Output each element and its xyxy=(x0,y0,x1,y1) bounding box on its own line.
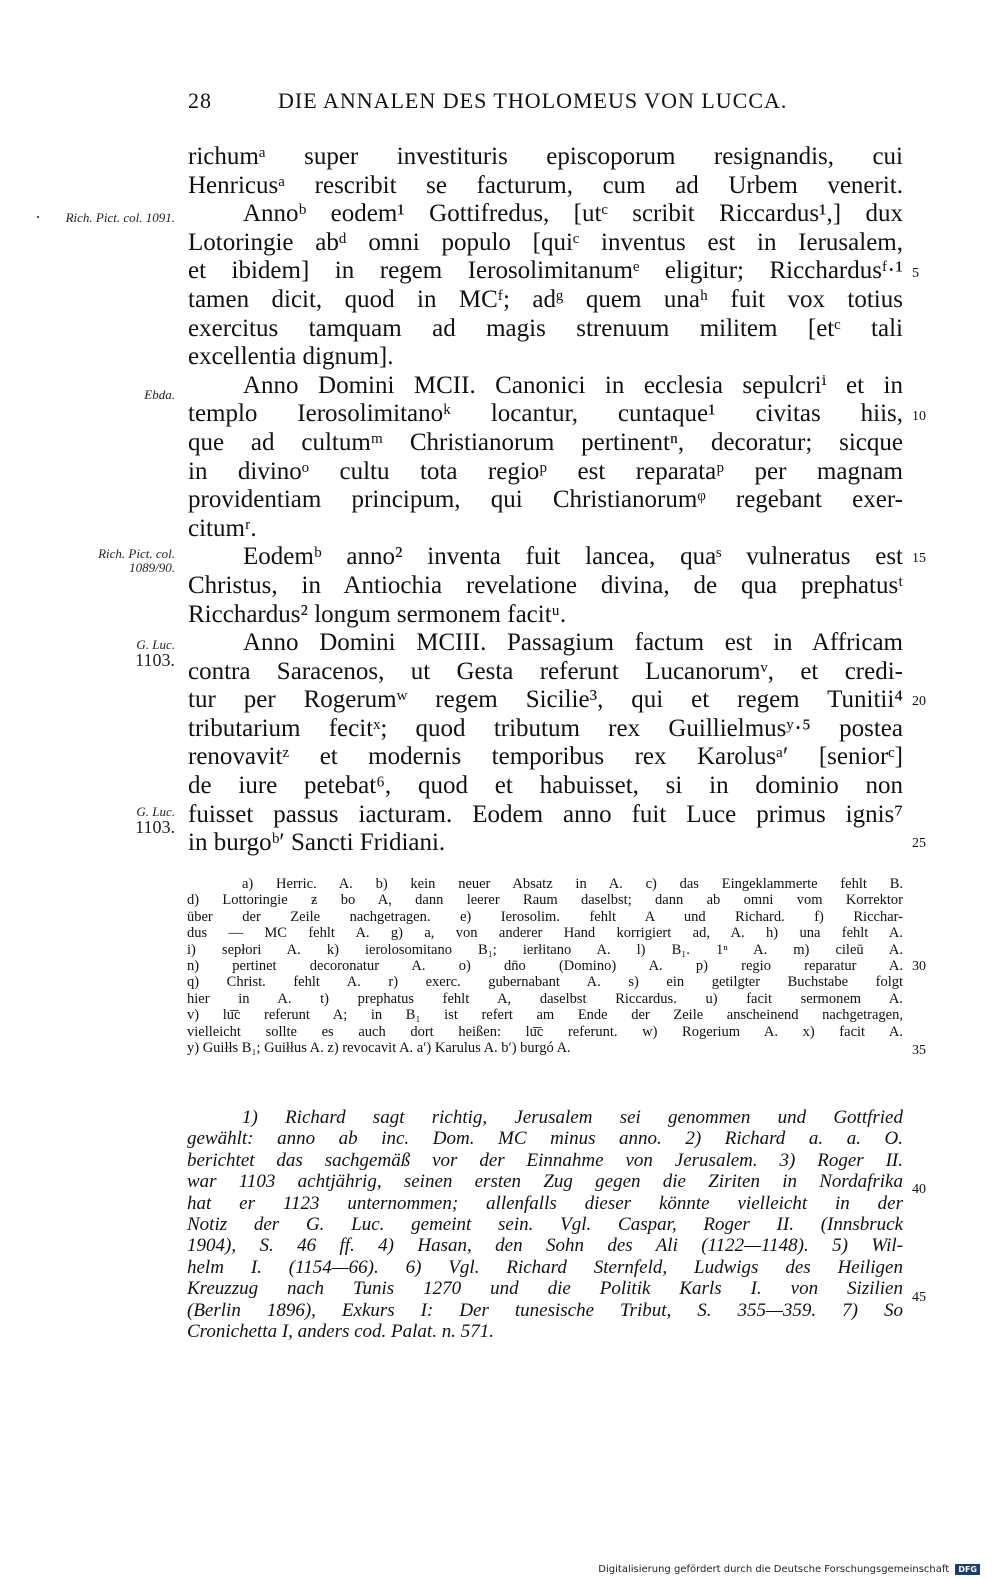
text-line: citumʳ. xyxy=(188,514,257,542)
dfg-logo: DFG xyxy=(955,1564,980,1575)
margin-source: G. Luc. xyxy=(136,804,175,819)
line-number: 30 xyxy=(912,959,926,974)
running-title: DIE ANNALEN DES THOLOMEUS VON LUCCA. xyxy=(278,88,788,113)
text-line: providentiam principum, qui Christianorumᵠ regebant exer- xyxy=(188,486,903,514)
footnote-line: über der Zeile nachgetragen. e) Ierosolim. fehlt A und Richard. f) Ricchar- xyxy=(187,908,903,925)
note-line: war 1103 achtjährig, seinen ersten Zug gegen die Ziriten in Nordafrika xyxy=(187,1171,903,1193)
line-number: 5 xyxy=(912,266,919,281)
note-line: hat er 1123 unternommen; allenfalls dieser könnte vielleicht in der xyxy=(187,1192,903,1214)
note-line: Kreuzzug nach Tunis 1270 und die Politik Karls I. von Sizilien xyxy=(187,1278,903,1300)
margin-year: 1103. xyxy=(135,817,175,837)
text-line: et ibidem] in regem Ierosolimitanumᵉ eligitur; Ricchardusᶠ·¹ xyxy=(188,257,903,285)
footer-text: Digitalisierung gefördert durch die Deutsche Forschungsgemeinschaft xyxy=(598,1564,950,1575)
note-line: 1) Richard sagt richtig, Jerusalem sei genommen und Gottfried xyxy=(242,1107,903,1128)
text-line: tur per Rogerumʷ regem Sicilie³, qui et regem Tunitii⁴ xyxy=(188,686,903,714)
footnote-line: v) lu͞c referunt A; in B₁ ist refert am Ende der Zeile anscheinend nachgetragen, xyxy=(187,1007,903,1024)
note-line: 1904), S. 46 ff. 4) Hasan, den Sohn des Ali (1122—1148). 5) Wil- xyxy=(187,1235,903,1257)
note-line: helm I. (1154—66). 6) Vgl. Richard Sternfeld, Ludwigs des Heiligen xyxy=(187,1256,903,1278)
note-line: Cronichetta I, anders cod. Palat. n. 571. xyxy=(187,1320,494,1342)
footnote-line: q) Christ. fehlt A. r) exerc. gubernabant A. s) ein getilgter Buchstabe folgt xyxy=(187,974,903,991)
text-line: tamen dicit, quod in MCᶠ; adᵍ quem unaʰ fuit vox totius xyxy=(188,285,903,313)
margin-note-g-luc-2 xyxy=(60,805,175,836)
historical-notes xyxy=(187,1107,903,1342)
note-line: berichtet das sachgemäß vor der Einnahme von Jerusalem. 3) Roger II. xyxy=(187,1149,903,1171)
footnote-line: a) Herric. A. b) kein neuer Absatz in A. c) das Eingeklammerte fehlt B. xyxy=(242,876,903,892)
text-line: in divinoᵒ cultu tota regioᵖ est reparataᵖ per magnam xyxy=(188,457,903,485)
text-line: Annoᵇ eodem¹ Gottifredus, [utᶜ scribit Riccardus¹,] dux xyxy=(243,200,903,228)
text-line: in burgoᵇ′ Sancti Fridiani. xyxy=(188,829,446,857)
page-number: 28 xyxy=(188,88,212,113)
text-line: que ad cultumᵐ Christianorum pertinentⁿ, decoratur; sicque xyxy=(188,428,903,456)
note-line: Notiz der G. Luc. gemeint sein. Vgl. Caspar, Roger II. (Innsbruck xyxy=(187,1213,903,1235)
margin-note-g-luc-1 xyxy=(60,638,175,669)
text-line: excellentia dignum]. xyxy=(188,343,394,371)
footnote-line: hier in A. t) prephatus fehlt A, daselbst Riccardus. u) facit sermonem A. xyxy=(187,990,903,1007)
note-line: gewählt: anno ab inc. Dom. MC minus anno. 2) Richard a. a. O. xyxy=(187,1128,903,1150)
text-line: Ricchardus² longum sermonem facitᵘ. xyxy=(188,600,567,628)
line-number: 15 xyxy=(912,551,926,566)
text-line: Lotoringie abᵈ omni populo [quiᶜ inventus est in Ierusalem, xyxy=(188,228,903,256)
text-line: contra Saracenos, ut Gesta referunt Lucanorumᵛ, et credi- xyxy=(188,657,903,685)
scan-speck xyxy=(37,216,39,218)
footnote-line: dus — MC fehlt A. g) a, von anderer Hand korrigiert ad, A. h) una fehlt A. xyxy=(187,925,903,942)
text-line: Eodemᵇ anno² inventa fuit lancea, quaˢ vulneratus est xyxy=(243,543,903,571)
text-line: Henricusᵃ rescribit se facturum, cum ad Urbem venerit. xyxy=(188,171,903,199)
digitization-footer xyxy=(598,1564,980,1575)
note-line: (Berlin 1896), Exkurs I: Der tunesische Tribut, S. 355—359. 7) So xyxy=(187,1299,903,1321)
line-number: 45 xyxy=(912,1290,926,1305)
line-number: 10 xyxy=(912,409,926,424)
text-line: richumᵃ super investituris episcoporum resignandis, cui xyxy=(188,143,903,170)
text-line: templo Ierosolimitanoᵏ locantur, cuntaque¹ civitas hiis, xyxy=(188,400,903,428)
margin-note-rich-pict-1089: Rich. Pict. col. 1089/90. xyxy=(98,546,175,575)
text-line: Anno Domini MCII. Canonici in ecclesia sepulcriⁱ et in xyxy=(243,371,903,399)
line-number: 35 xyxy=(912,1043,926,1058)
footnote-line: d) Lottoringie ƶ bo A, dann leerer Raum daselbst; dann ab omni vom Korrektor xyxy=(187,892,903,909)
text-line: tributarium fecitˣ; quod tributum rex Guillielmusʸ·⁵ postea xyxy=(188,714,903,742)
main-text xyxy=(188,143,903,858)
line-number: 25 xyxy=(912,836,926,851)
margin-note-rich-pict-1091: Rich. Pict. col. 1091. xyxy=(65,210,175,225)
text-line: fuisset passus iacturam. Eodem anno fuit Luce primus ignis⁷ xyxy=(188,800,903,828)
text-line: renovavitᶻ et modernis temporibus rex Karolusᵃ′ [seniorᶜ] xyxy=(188,743,903,771)
text-line: de iure petebat⁶, quod et habuisset, si in dominio non xyxy=(188,772,903,800)
margin-note-ebda: Ebda. xyxy=(144,387,175,402)
margin-year: 1103. xyxy=(135,650,175,670)
text-line: Anno Domini MCIII. Passagium factum est in Affricam xyxy=(243,629,903,657)
text-line: exercitus tamquam ad magis strenuum militem [etᶜ tali xyxy=(188,314,903,342)
text-line: Christus, in Antiochia revelatione divina, de qua prephatusᵗ xyxy=(188,571,903,599)
footnote-line: i) sepłori A. k) ierolosomitano B₁; ierłitano A. l) B₁. 1ⁿ A. m) cileū A. xyxy=(187,941,903,958)
footnote-line: y) Guiłłs B₁; Guiłłus A. z) revocavit A. a′) Karulus A. b′) burgó A. xyxy=(187,1039,571,1056)
line-number: 20 xyxy=(912,694,926,709)
line-number: 40 xyxy=(912,1182,926,1197)
apparatus-footnotes xyxy=(187,876,903,1056)
footnote-line: vielleicht sollte es auch dort heißen: lu͞c referunt. w) Rogerium A. x) facit A. xyxy=(187,1023,903,1040)
margin-source: G. Luc. xyxy=(136,637,175,652)
footnote-line: n) pertinet decoronatur A. o) dn̄o (Domino) A. p) regio reparatur A. xyxy=(187,957,903,974)
